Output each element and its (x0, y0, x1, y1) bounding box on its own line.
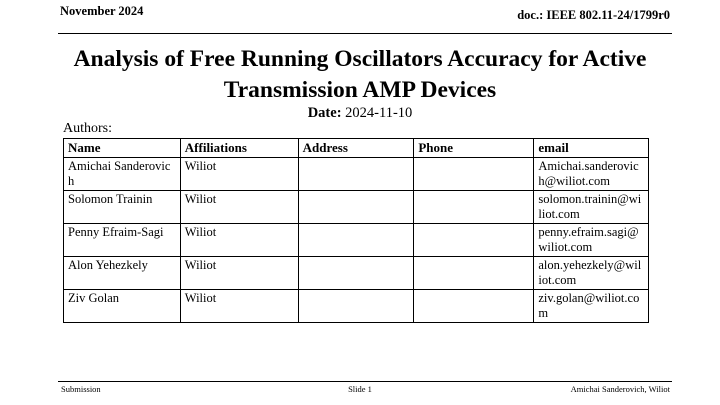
column-header-email: email (534, 139, 649, 158)
footer-submission: Submission (61, 384, 101, 394)
table-row (64, 158, 649, 191)
date-line (0, 105, 720, 122)
cell-email: alon.yehezkely@wiliot.com (534, 257, 649, 290)
table-row (64, 224, 649, 257)
cell-address (298, 158, 414, 191)
table-header-row (64, 139, 649, 158)
table-row (64, 290, 649, 323)
table-row (64, 191, 649, 224)
header-divider (58, 33, 672, 34)
cell-affiliation: Wiliot (180, 257, 298, 290)
cell-address (298, 257, 414, 290)
cell-phone (414, 158, 534, 191)
column-header-name: Name (64, 139, 181, 158)
cell-name: Ziv Golan (64, 290, 181, 323)
cell-phone (414, 257, 534, 290)
column-header-affiliations: Affiliations (180, 139, 298, 158)
cell-affiliation: Wiliot (180, 191, 298, 224)
footer-slide-number: Slide 1 (348, 384, 372, 394)
cell-name: Amichai Sanderovich (64, 158, 181, 191)
cell-phone (414, 191, 534, 224)
cell-address (298, 191, 414, 224)
authors-label: Authors: (63, 121, 112, 136)
cell-address (298, 290, 414, 323)
date-label: Date: (307, 105, 342, 121)
cell-name: Penny Efraim-Sagi (64, 224, 181, 257)
slide-title: Analysis of Free Running Oscillators Accuracy for Active Transmission AMP Devices (73, 46, 647, 103)
cell-email: ziv.golan@wiliot.com (534, 290, 649, 323)
cell-affiliation: Wiliot (180, 290, 298, 323)
cell-affiliation: Wiliot (180, 224, 298, 257)
cell-address (298, 224, 414, 257)
header-date: November 2024 (60, 4, 144, 18)
cell-email: Amichai.sanderovich@wiliot.com (534, 158, 649, 191)
cell-affiliation: Wiliot (180, 158, 298, 191)
column-header-phone: Phone (414, 139, 534, 158)
cell-name: Solomon Trainin (64, 191, 181, 224)
footer-author: Amichai Sanderovich, Wiliot (570, 384, 670, 394)
cell-name: Alon Yehezkely (64, 257, 181, 290)
column-header-address: Address (298, 139, 414, 158)
authors-table (63, 138, 649, 323)
footer-divider (58, 381, 672, 382)
header-doc-id: doc.: IEEE 802.11-24/1799r0 (517, 8, 670, 22)
table-row (64, 257, 649, 290)
cell-phone (414, 224, 534, 257)
cell-phone (414, 290, 534, 323)
cell-email: penny.efraim.sagi@wiliot.com (534, 224, 649, 257)
date-value: 2024-11-10 (345, 105, 413, 121)
cell-email: solomon.trainin@wiliot.com (534, 191, 649, 224)
